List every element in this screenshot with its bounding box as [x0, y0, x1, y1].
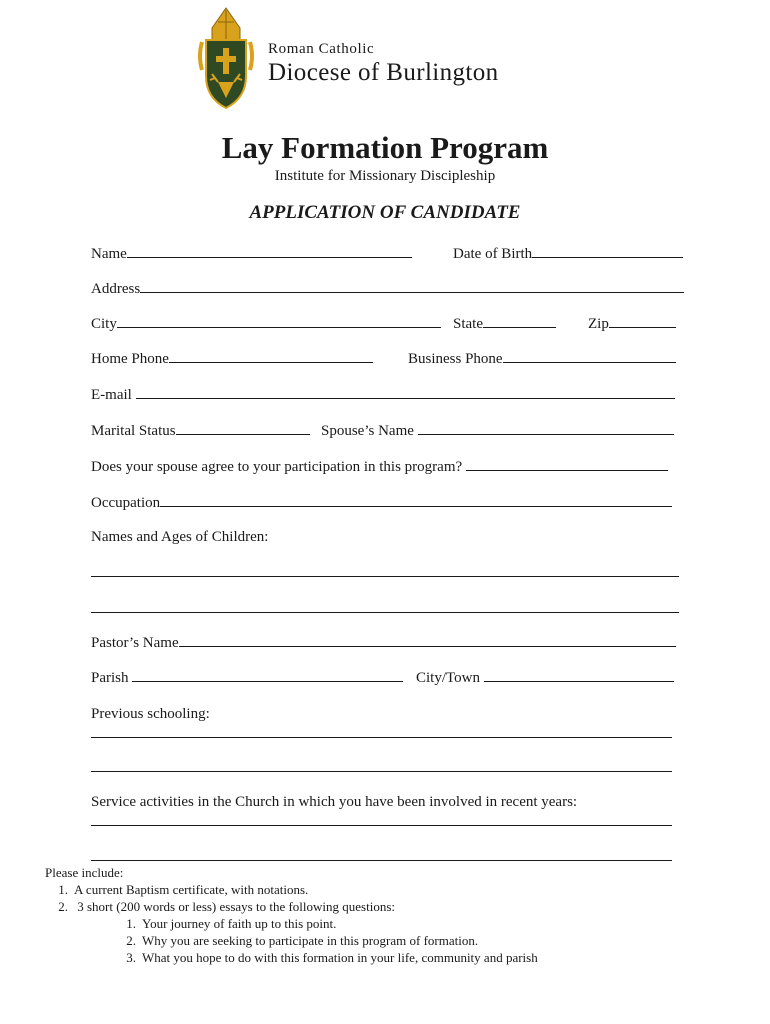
city-field[interactable]: [91, 314, 441, 333]
dob-blank[interactable]: [532, 244, 683, 258]
pastor-blank[interactable]: [179, 633, 676, 647]
children-line-1[interactable]: [91, 576, 679, 577]
diocese-brand: [268, 40, 499, 87]
page-title: Lay Formation Program: [221, 130, 549, 165]
email-label: E-mail: [91, 387, 132, 403]
state-label: State: [453, 316, 483, 332]
include-item-2: 2. 3 short (200 words or less) essays to the following questions:: [58, 899, 396, 914]
address-field[interactable]: [91, 279, 684, 298]
spouse-agree-label: Does your spouse agree to your participation in this program?: [91, 459, 463, 475]
include-item-1-text: A current Baptism certificate, with notations.: [74, 882, 309, 897]
name-label: Name: [91, 246, 127, 262]
spouse-name-blank[interactable]: [418, 421, 674, 435]
spouse-name-label: Spouse’s Name: [321, 423, 414, 439]
business-phone-field[interactable]: [408, 349, 676, 368]
occupation-field[interactable]: [91, 493, 672, 512]
pastor-label: Pastor’s Name: [91, 635, 179, 651]
schooling-line-2[interactable]: [91, 771, 672, 772]
home-phone-label: Home Phone: [91, 351, 169, 367]
spouse-agree-field[interactable]: [91, 457, 668, 476]
address-blank[interactable]: [140, 279, 684, 293]
include-item-1: 1. A current Baptism certificate, with notations.: [58, 882, 309, 897]
dob-field[interactable]: [453, 244, 683, 263]
page-subtitle: Institute for Missionary Discipleship: [274, 168, 496, 184]
business-phone-label: Business Phone: [408, 351, 503, 367]
state-blank[interactable]: [483, 314, 556, 328]
pastor-field[interactable]: [91, 633, 676, 652]
city-town-field[interactable]: [416, 668, 674, 687]
zip-field[interactable]: [588, 314, 676, 333]
city-label: City: [91, 316, 117, 332]
include-heading: Please include:: [45, 865, 124, 880]
parish-label: Parish: [91, 670, 129, 686]
address-label: Address: [91, 281, 141, 297]
include-subitem-2-text: Why you are seeking to participate in this program of formation.: [142, 933, 479, 948]
include-subitem-1-text: Your journey of faith up to this point.: [142, 916, 337, 931]
occupation-label: Occupation: [91, 495, 161, 511]
schooling-label: Previous schooling:: [91, 706, 210, 722]
email-blank[interactable]: [136, 385, 675, 399]
business-phone-blank[interactable]: [503, 349, 676, 363]
marital-status-field[interactable]: [91, 421, 310, 440]
org-line-1: Roman Catholic: [268, 41, 375, 57]
org-line-2: Diocese of Burlington: [268, 59, 499, 86]
children-line-2[interactable]: [91, 612, 679, 613]
spouse-name-field[interactable]: [321, 421, 674, 440]
city-town-blank[interactable]: [484, 668, 674, 682]
service-label: Service activities in the Church in which you have been involved in recent years:: [91, 794, 578, 810]
form-heading: APPLICATION OF CANDIDATE: [249, 202, 521, 223]
zip-label: Zip: [588, 316, 609, 332]
marital-status-label: Marital Status: [91, 423, 176, 439]
name-blank[interactable]: [127, 244, 412, 258]
include-subitem-3: 3. What you hope to do with this formation in your life, community and parish: [126, 950, 538, 965]
include-subitem-2: 2. Why you are seeking to participate in this program of formation.: [126, 933, 479, 948]
schooling-line-1[interactable]: [91, 737, 672, 738]
home-phone-blank[interactable]: [169, 349, 373, 363]
diocese-coat-of-arms-logo: [196, 6, 256, 112]
city-town-label: City/Town: [416, 670, 480, 686]
service-line-2[interactable]: [91, 860, 672, 861]
city-blank[interactable]: [117, 314, 441, 328]
parish-blank[interactable]: [132, 668, 403, 682]
occupation-blank[interactable]: [160, 493, 672, 507]
include-subitem-3-text: What you hope to do with this formation in your life, community and parish: [142, 950, 538, 965]
email-field[interactable]: [91, 385, 675, 404]
name-field[interactable]: [91, 244, 412, 263]
include-item-2-text: 3 short (200 words or less) essays to the following questions:: [77, 899, 396, 914]
include-subitem-1: 1. Your journey of faith up to this point.: [126, 916, 337, 931]
home-phone-field[interactable]: [91, 349, 373, 368]
zip-blank[interactable]: [609, 314, 676, 328]
children-label: Names and Ages of Children:: [91, 529, 269, 545]
service-line-1[interactable]: [91, 825, 672, 826]
state-field[interactable]: [453, 314, 556, 333]
dob-label: Date of Birth: [453, 246, 533, 262]
marital-status-blank[interactable]: [176, 421, 310, 435]
parish-field[interactable]: [91, 668, 403, 687]
spouse-agree-blank[interactable]: [466, 457, 668, 471]
